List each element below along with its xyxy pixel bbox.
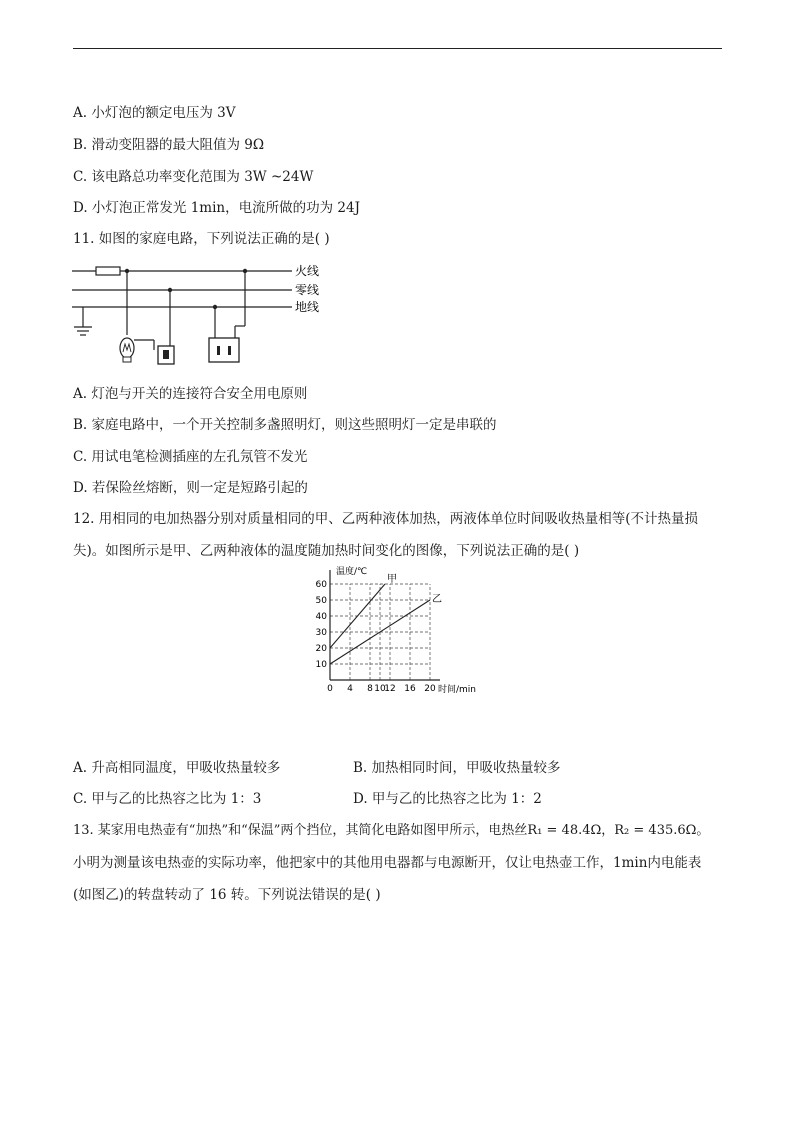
y-axis-label: 温度/℃ — [336, 567, 368, 577]
x-tick-label: 0 — [327, 684, 333, 694]
q13-line1: 13. 某家用电热壶有“加热”和“保温”两个挡位，其简化电路如图甲所示，电热丝R₁ = 48.4Ω，R₂ = 435.6Ω。 — [73, 823, 710, 838]
x-tick-label: 8 — [367, 684, 373, 694]
prev-option-b: B. 滑动变阻器的最大阻值为 9Ω — [73, 137, 265, 153]
live-wire-label: 火线 — [295, 264, 320, 278]
temperature-time-chart — [305, 562, 495, 697]
q11-option-a: A. 灯泡与开关的连接符合安全用电原则 — [73, 386, 308, 402]
y-tick-label: 10 — [315, 660, 327, 670]
prev-option-c: C. 该电路总功率变化范围为 3W ~24W — [73, 169, 314, 185]
socket-symbol — [209, 338, 239, 362]
q12-stem-line1: 12. 用相同的电加热器分别对质量相同的甲、乙两种液体加热，两液体单位时间吸收热量相等(不计热量损 — [73, 511, 699, 527]
prev-option-d: D. 小灯泡正常发光 1min，电流所做的功为 24J — [73, 200, 360, 216]
x-tick-label: 4 — [347, 684, 353, 694]
q13-line2: 小明为测量该电热壶的实际功率，他把家中的其他用电器都与电源断开，仅让电热壶工作，1min内电能表 — [73, 855, 702, 871]
y-tick-label: 20 — [315, 644, 327, 654]
series-label: 甲 — [387, 574, 397, 585]
q12-option-a: A. 升高相同温度，甲吸收热量较多 — [73, 760, 281, 776]
y-tick-label: 40 — [315, 612, 327, 622]
q12-option-d: D. 甲与乙的比热容之比为 1：2 — [353, 791, 542, 807]
fuse-symbol — [96, 267, 120, 275]
bulb-icon — [120, 338, 134, 358]
x-tick-label: 16 — [404, 684, 416, 694]
q13-line3: (如图乙)的转盘转动了 16 转。下列说法错误的是( ) — [73, 887, 381, 903]
q11-option-d: D. 若保险丝熔断，则一定是短路引起的 — [73, 480, 308, 496]
x-tick-label: 20 — [424, 684, 436, 694]
prev-option-a: A. 小灯泡的额定电压为 3V — [73, 105, 236, 121]
series-label: 乙 — [432, 594, 442, 605]
neutral-wire-label: 零线 — [295, 283, 320, 297]
q12-option-c: C. 甲与乙的比热容之比为 1：3 — [73, 791, 262, 807]
household-circuit-figure — [72, 262, 332, 372]
q11-stem: 11. 如图的家庭电路，下列说法正确的是( ) — [73, 231, 330, 247]
y-tick-label: 50 — [315, 596, 327, 606]
q12-stem-line2: 失)。如图所示是甲、乙两种液体的温度随加热时间变化的图像，下列说法正确的是( ) — [73, 543, 580, 559]
q11-option-b: B. 家庭电路中，一个开关控制多盏照明灯，则这些照明灯一定是串联的 — [73, 417, 497, 433]
y-tick-label: 30 — [315, 628, 327, 638]
ground-wire-label: 地线 — [295, 300, 320, 314]
header-rule — [73, 48, 722, 49]
y-tick-label: 60 — [315, 580, 327, 590]
x-axis-label: 时间/min — [438, 685, 477, 695]
x-tick-label: 10 — [374, 684, 386, 694]
q12-option-b: B. 加热相同时间，甲吸收热量较多 — [353, 760, 561, 776]
x-tick-label: 12 — [384, 684, 396, 694]
q11-option-c: C. 用试电笔检测插座的左孔氖管不发光 — [73, 449, 308, 465]
